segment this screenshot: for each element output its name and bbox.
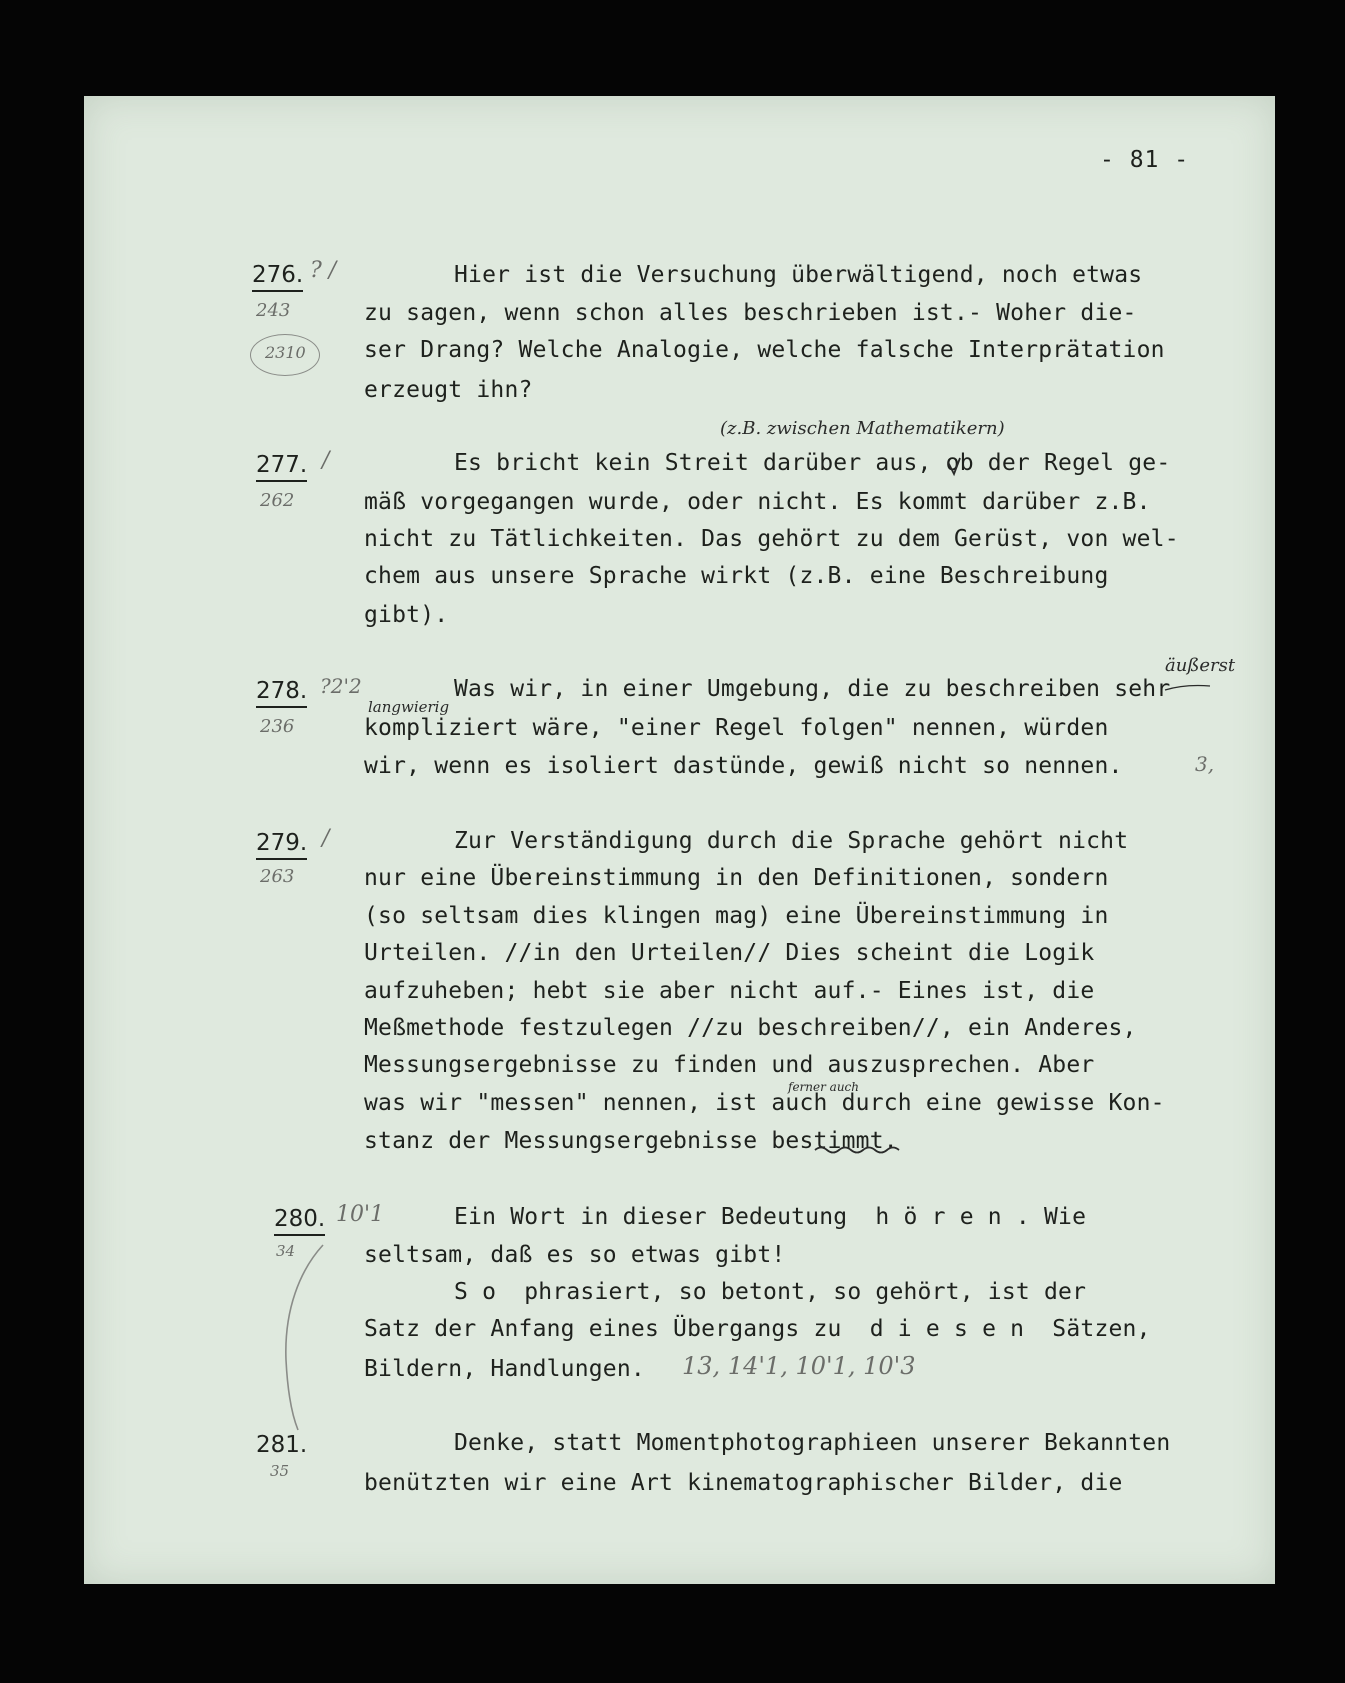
text-line: Denke, statt Momentphotographieen unserer Bekannten	[454, 1430, 1171, 1456]
text-line: Zur Verständigung durch die Sprache gehört nicht	[454, 828, 1129, 854]
pencil-ref-277: 262	[260, 490, 295, 511]
text-line: was wir "messen" nennen, ist auch durch eine gewisse Kon-	[364, 1090, 1165, 1116]
text-line: seltsam, daß es so etwas gibt!	[364, 1242, 786, 1268]
text-line: benützten wir eine Art kinematographischer Bilder, die	[364, 1470, 1123, 1496]
text-line: erzeugt ihn?	[364, 377, 533, 403]
text-line: Bildern, Handlungen.	[364, 1356, 645, 1382]
pencil-mark-276: ? /	[310, 258, 337, 283]
pencil-ref-279: 263	[260, 866, 295, 887]
pencil-bracket-280	[286, 1245, 323, 1430]
insert-line-278	[1165, 686, 1210, 691]
handwritten-insert-278-mid: langwierig	[368, 698, 450, 716]
text-line: kompliziert wäre, "einer Regel folgen" nennen, würden	[364, 715, 1109, 741]
text-line: wir, wenn es isoliert dastünde, gewiß nicht so nennen.	[364, 753, 1123, 779]
pencil-mark-278: ?2'2	[320, 674, 362, 698]
pencil-mark-279: /	[322, 826, 330, 851]
section-number-277: 277.	[256, 452, 307, 482]
pencil-end-mark-280: 13, 14'1, 10'1, 10'3	[682, 1352, 916, 1380]
text-line: Urteilen. //in den Urteilen// Dies scheint die Logik	[364, 940, 1095, 966]
handwritten-insert-279: ferner auch	[788, 1080, 859, 1094]
pencil-end-mark-278: 3,	[1195, 752, 1215, 776]
text-line: Messungsergebnisse zu finden und auszusprechen. Aber	[364, 1052, 1095, 1078]
text-line: zu sagen, wenn schon alles beschrieben ist.- Woher die-	[364, 300, 1137, 326]
handwritten-insert-278-top: äußerst	[1165, 655, 1236, 676]
wavy-underline-bestimmt	[815, 1148, 899, 1153]
section-number-278: 278.	[256, 678, 307, 708]
insert-caret-277	[948, 458, 960, 474]
text-line: Satz der Anfang eines Übergangs zu d i e s e n Sätzen,	[364, 1316, 1151, 1342]
text-line: S o phrasiert, so betont, so gehört, ist der	[454, 1279, 1087, 1305]
text-line: stanz der Messungsergebnisse bestimmt.	[364, 1128, 898, 1154]
text-line: nur eine Übereinstimmung in den Definitionen, sondern	[364, 865, 1109, 891]
text-line: ser Drang? Welche Analogie, welche falsche Interprätation	[364, 337, 1165, 363]
text-line: Meßmethode festzulegen //zu beschreiben//, ein Anderes,	[364, 1015, 1137, 1041]
text-line: chem aus unsere Sprache wirkt (z.B. eine Beschreibung	[364, 563, 1109, 589]
pencil-circled-ref-276: 2310	[265, 343, 306, 362]
pencil-ref-276: 243	[256, 300, 291, 321]
page-number: - 81 -	[1100, 147, 1190, 173]
text-line: nicht zu Tätlichkeiten. Das gehört zu dem Gerüst, von wel-	[364, 526, 1179, 552]
section-number-281: 281.	[256, 1432, 308, 1458]
text-line: (so seltsam dies klingen mag) eine Übereinstimmung in	[364, 903, 1109, 929]
text-line: gibt).	[364, 602, 449, 628]
pencil-mark-277: /	[322, 448, 330, 473]
pencil-ref-280: 34	[276, 1242, 296, 1260]
pencil-ref-278: 236	[260, 716, 295, 737]
section-number-276: 276.	[252, 262, 303, 292]
text-line: aufzuheben; hebt sie aber nicht auf.- Eines ist, die	[364, 978, 1095, 1004]
handwritten-insert-277: (z.B. zwischen Mathematikern)	[720, 418, 1005, 439]
pencil-ref-281: 35	[270, 1462, 290, 1480]
section-number-280: 280.	[274, 1206, 325, 1236]
section-number-279: 279.	[256, 830, 307, 860]
text-line: Es bricht kein Streit darüber aus, ob der Regel ge-	[454, 450, 1171, 476]
text-line: Was wir, in einer Umgebung, die zu beschreiben sehr	[454, 676, 1171, 702]
text-line: mäß vorgegangen wurde, oder nicht. Es kommt darüber z.B.	[364, 489, 1151, 515]
text-line: Ein Wort in dieser Bedeutung h ö r e n . Wie	[454, 1204, 1087, 1230]
pencil-mark-280: 10'1	[336, 1202, 385, 1227]
text-line: Hier ist die Versuchung überwältigend, noch etwas	[454, 262, 1143, 288]
